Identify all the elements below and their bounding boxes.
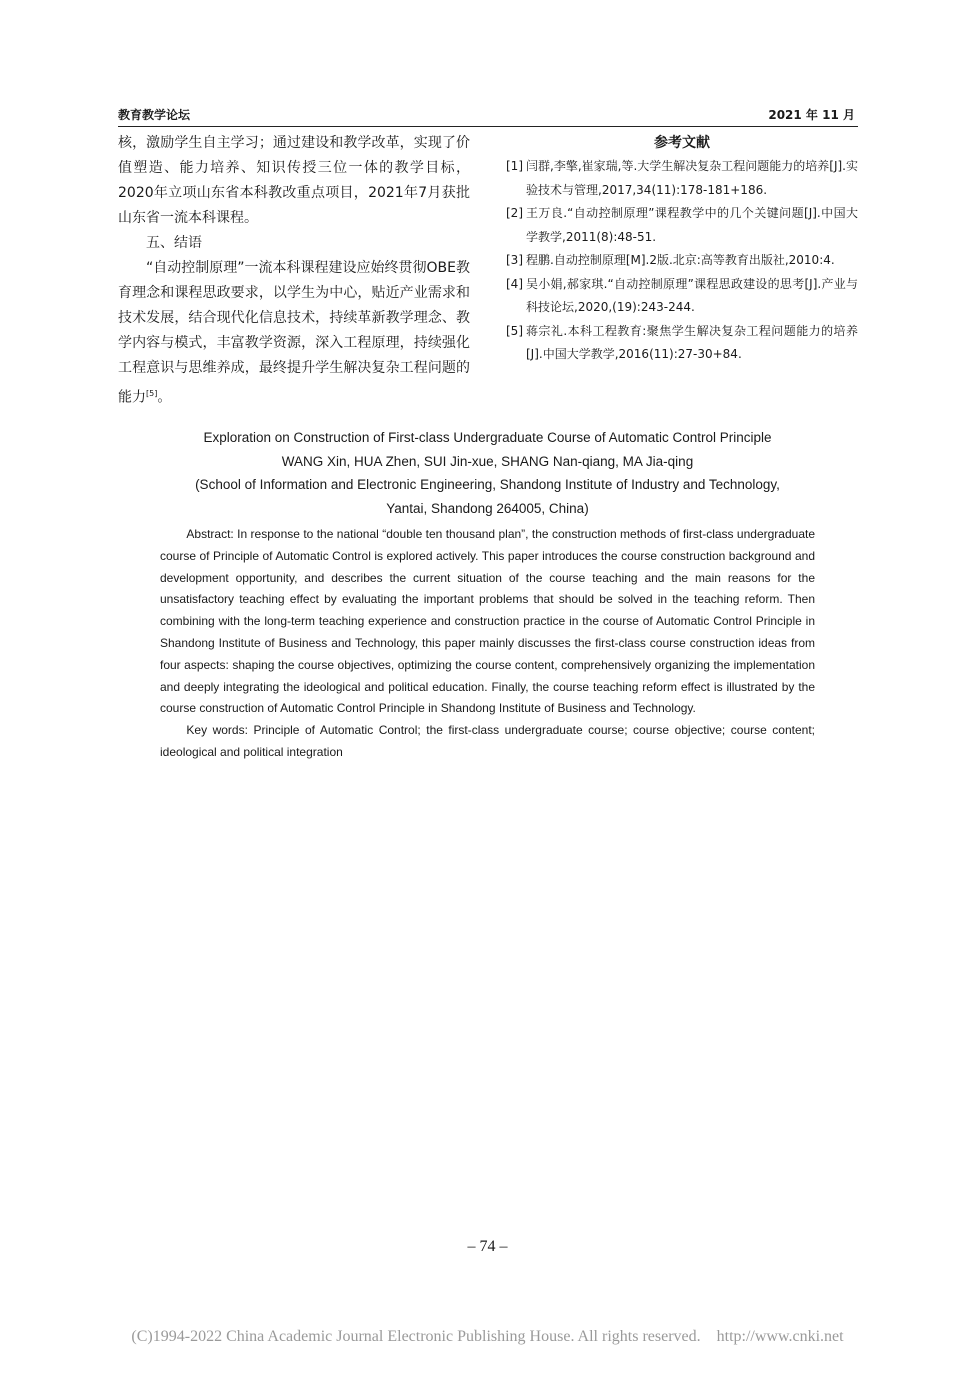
- left-column: [118, 131, 470, 411]
- reference-text: 程鹏.自动控制原理[M].2版.北京:高等教育出版社,2010:4.: [526, 253, 835, 267]
- body-paragraph-2: [118, 256, 470, 411]
- reference-list: [506, 155, 858, 367]
- reference-text: 闫群,李擎,崔家瑞,等.大学生解决复杂工程问题能力的培养[J].实验技术与管理,2017,34(11):178-181+186.: [526, 159, 858, 197]
- reference-item: [506, 249, 858, 273]
- reference-item: [506, 202, 858, 249]
- copyright-text: (C)1994-2022 China Academic Journal Electronic Publishing House. All rights reserved.: [131, 1328, 701, 1345]
- reference-text: 吴小娟,郝家琪.“自动控制原理”课程思政建设的思考[J].产业与科技论坛,2020,(19):243-244.: [526, 276, 858, 314]
- reference-number: [3]: [506, 253, 523, 267]
- reference-number: [2]: [506, 206, 523, 220]
- reference-text: 王万良.“自动控制原理”课程教学中的几个关键问题[J].中国大学教学,2011(8):48-51.: [526, 206, 858, 244]
- abstract-text: In response to the national “double ten thousand plan”, the construction methods of first-class undergraduate course of Principle of Automatic Control is explored actively. This paper introduces the course construction background and development opportunity, and describes the current situation of the course teaching and the main reasons for the unsatisfactory teaching effect by evaluating the important problems that should be solved in the teaching reform. Then combining with the long-term teaching experience and construction practice in the course of Automatic Control Principle in Shandong Institute of Business and Technology, this paper mainly discusses the first-class course construction ideas from four aspects: shaping the course objectives, optimizing the course content, comprehensively organizing the implementation and deeply integrating the ideological and political education. Finally, the course teaching reform effect is illustrated by the course construction of Automatic Control Principle in Shandong Institute of Business and Technology.: [160, 527, 815, 716]
- english-affiliation-line-1: (School of Information and Electronic Engineering, Shandong Institute of Industry and Technology,: [195, 477, 780, 492]
- reference-number: [4]: [506, 276, 523, 291]
- copyright-footer: [0, 1328, 975, 1346]
- references-title: 参考文献: [654, 135, 710, 151]
- english-abstract: [160, 524, 815, 720]
- references-column: [506, 131, 858, 367]
- running-header-issue: 2021 年 11 月: [768, 108, 855, 122]
- keywords-label: Key words:: [186, 723, 248, 738]
- reference-item: [506, 320, 858, 367]
- running-header-journal: 教育教学论坛: [118, 108, 191, 122]
- english-keywords: [160, 720, 815, 764]
- reference-text: 蒋宗礼.本科工程教育:聚焦学生解决复杂工程问题能力的培养[J].中国大学教学,2016(11):27-30+84.: [526, 323, 858, 361]
- english-authors: WANG Xin, HUA Zhen, SUI Jin-xue, SHANG Nan-qiang, MA Jia-qing: [281, 453, 694, 469]
- abstract-label: Abstract:: [186, 527, 234, 541]
- reference-item: [506, 155, 858, 202]
- citation-marker: [5]: [146, 389, 158, 398]
- english-abstract-block: [160, 426, 815, 764]
- body-paragraph-1: 核，激励学生自主学习；通过建设和教学改革，实现了价值塑造、能力培养、知识传授三位一体的教学目标，2020年立项山东省本科教改重点项目，2021年7月获批山东省一流本科课程。: [118, 135, 470, 226]
- section-title-conclusion: 五、结语: [146, 235, 202, 251]
- reference-item: [506, 273, 858, 320]
- keywords-text: Principle of Automatic Control; the first-class undergraduate course; course objective; course content; ideological and political integration: [160, 723, 816, 759]
- cnki-url: http://www.cnki.net: [716, 1328, 844, 1345]
- reference-number: [1]: [506, 159, 523, 173]
- conclusion-text: “自动控制原理”一流本科课程建设应始终贯彻OBE教育理念和课程思政要求，以学生为中心，贴近产业需求和技术发展，结合现代化信息技术，持续革新教学理念、教学内容与模式，丰富教学资源，深入工程原理，持续强化工程意识与思维养成，最终提升学生解决复杂工程问题的能力: [118, 260, 470, 406]
- header-rule: [118, 126, 858, 127]
- english-title: Exploration on Construction of First-class Undergraduate Course of Automatic Control Principle: [203, 430, 772, 445]
- conclusion-end: 。: [157, 389, 172, 406]
- page-number: – 74 –: [467, 1238, 508, 1255]
- reference-number: [5]: [506, 323, 523, 338]
- english-affiliation-line-2: Yantai, Shandong 264005, China): [386, 500, 589, 516]
